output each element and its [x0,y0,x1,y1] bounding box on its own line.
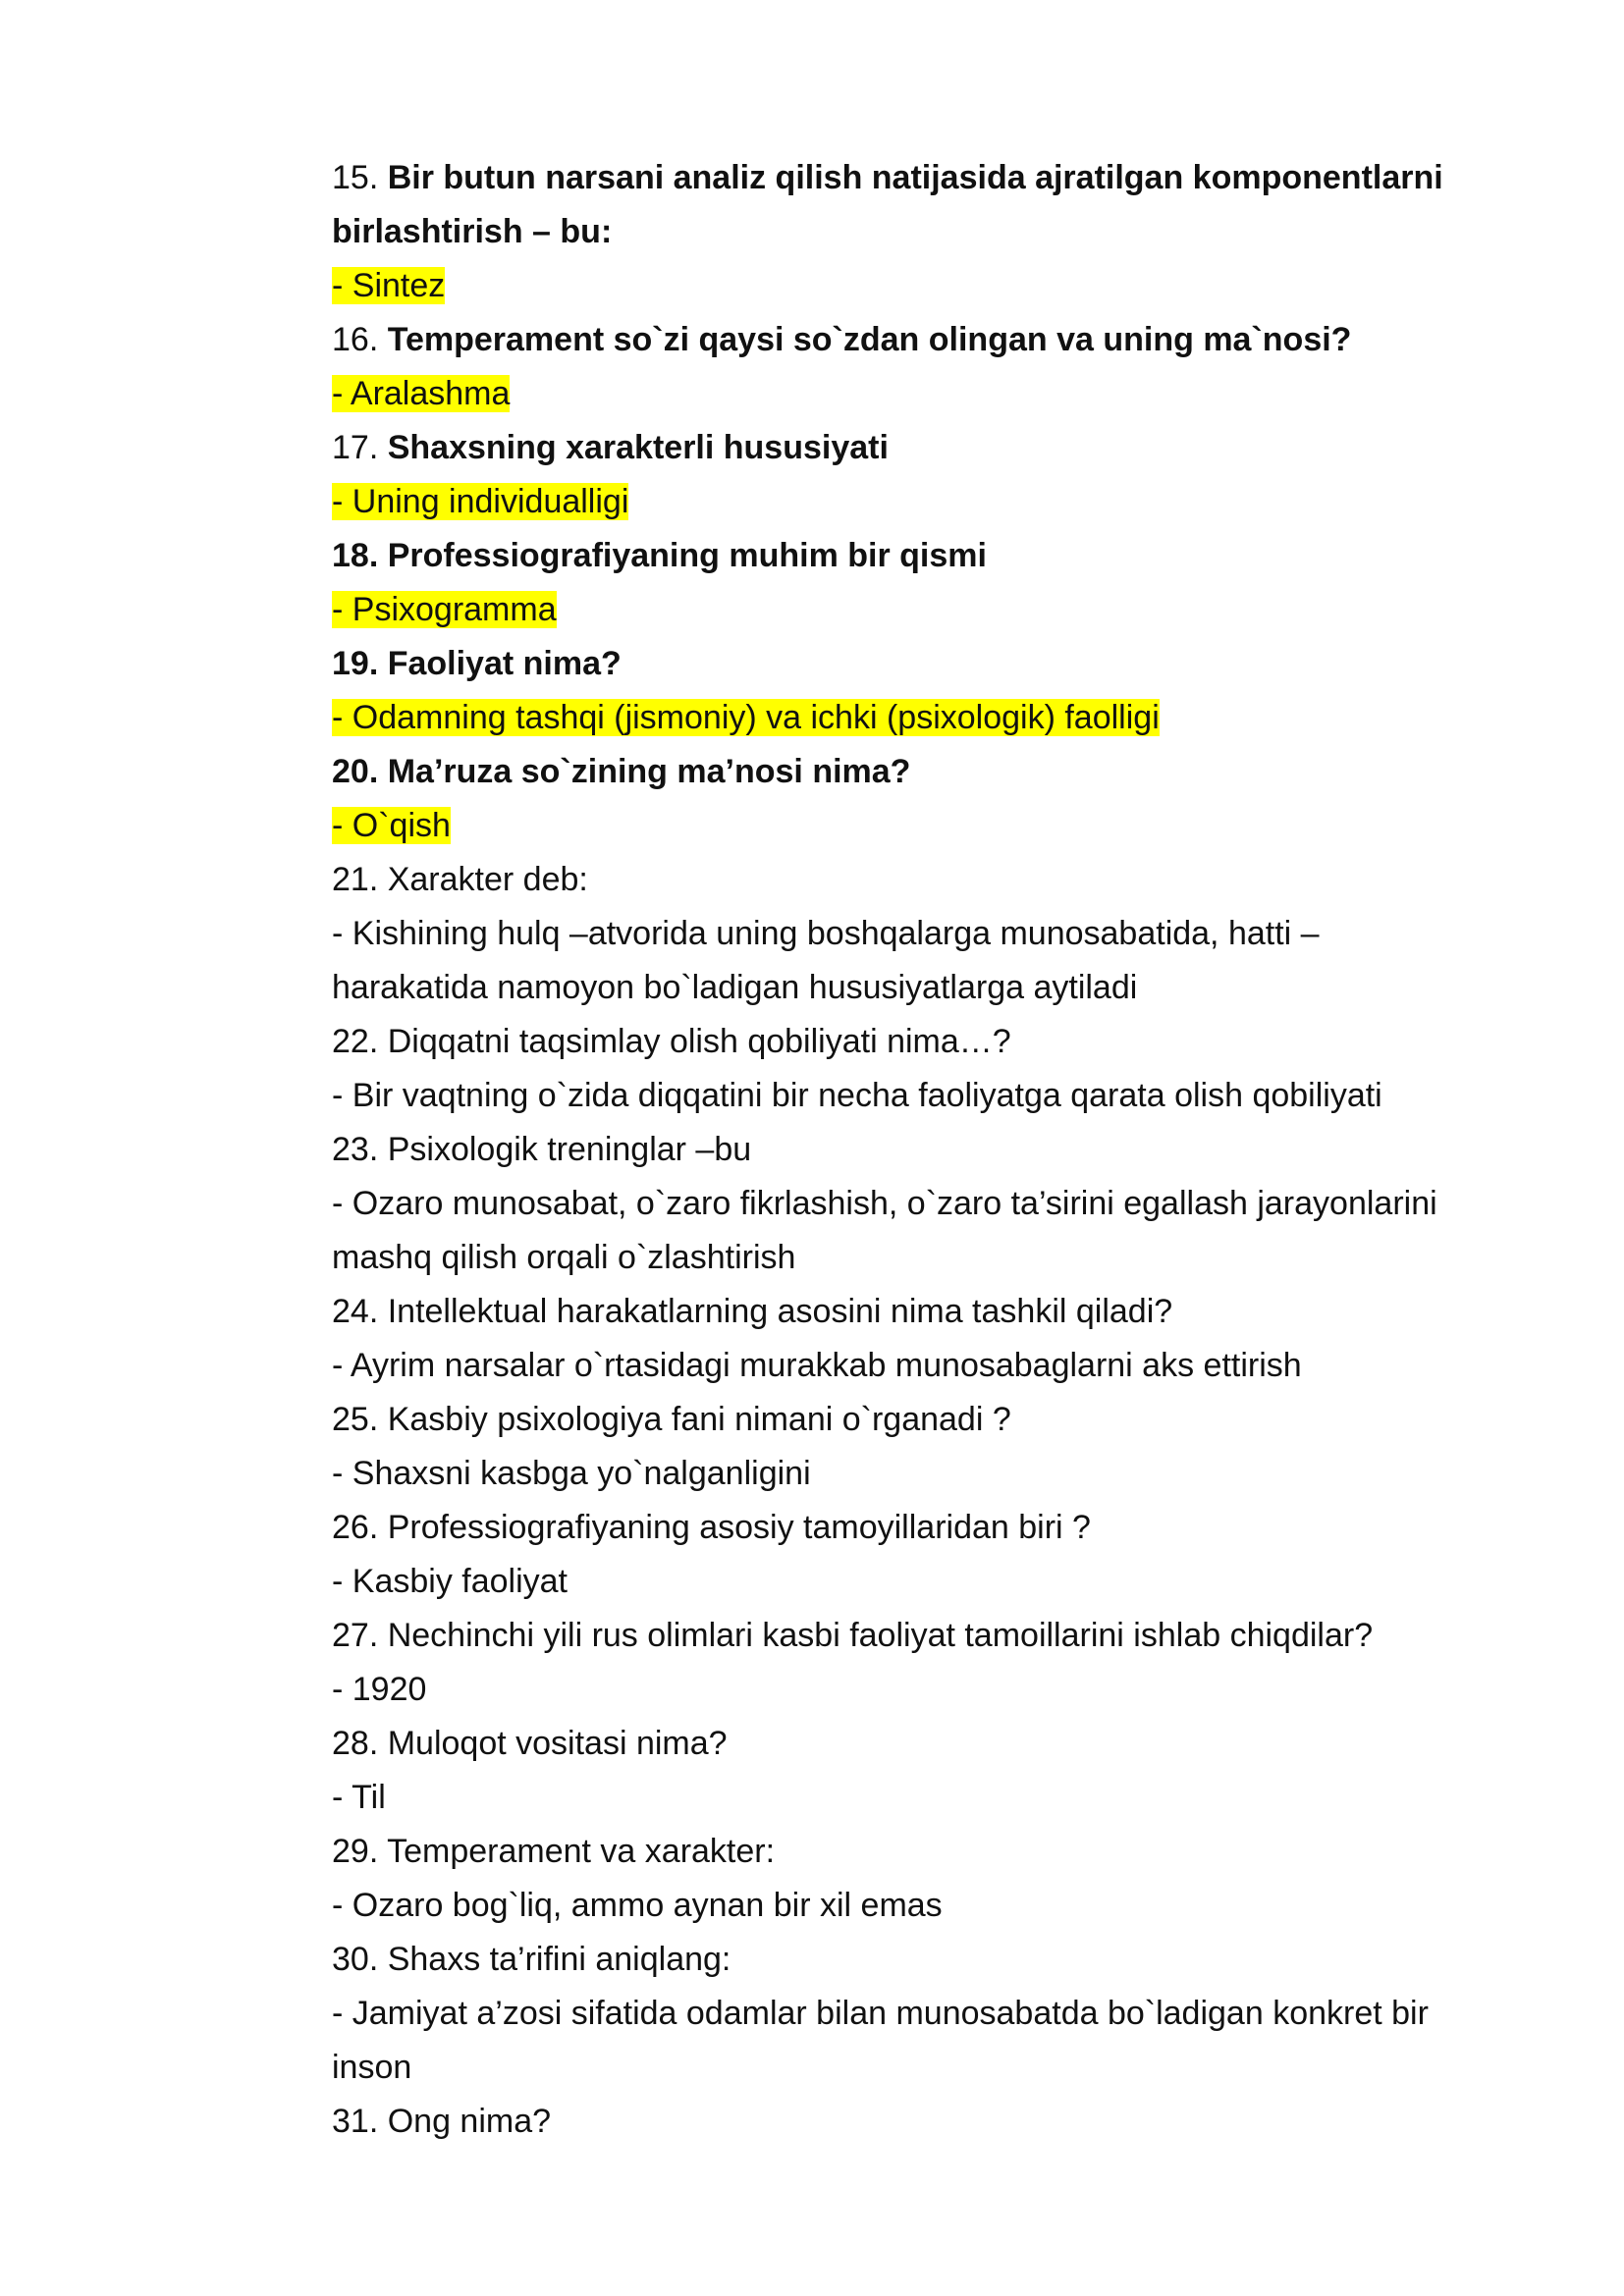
answer-line [332,1069,1510,1123]
question-line [332,313,1510,367]
question-number: 29. [332,1833,379,1870]
question-text: Temperament so`zi qaysi so`zdan olingan va uning ma`nosi? [387,321,1352,358]
question-number: 20. [332,753,379,790]
question-number: 21. [332,861,379,898]
question-number: 16. [332,321,379,358]
answer-line [332,1987,1510,2041]
question-line [332,421,1510,475]
answer-text: mashq qilish orqali o`zlashtirish [332,1239,796,1276]
question-line [332,151,1510,205]
question-number: 18. [332,537,379,574]
question-text: Muloqot vositasi nima? [387,1725,728,1762]
answer-line [332,907,1510,961]
question-number: 24. [332,1293,379,1330]
answer-text: birlashtirish – bu: [332,213,613,250]
question-text: Kasbiy psixologiya fani nimani o`rganadi ? [387,1401,1011,1438]
answer-text: - O`qish [332,807,451,844]
document-page [332,151,1510,2149]
question-number: 31. [332,2103,379,2140]
answer-text: - Ayrim narsalar o`rtasidagi murakkab munosabaglarni aks ettirish [332,1347,1302,1384]
question-line [332,1933,1510,1987]
answer-text: - Kasbiy faoliyat [332,1563,568,1600]
highlighted-answer-line [332,583,1510,637]
question-number: 27. [332,1617,379,1654]
question-text: Ma’ruza so`zining ma’nosi nima? [387,753,911,790]
answer-text: - Ozaro bog`liq, ammo aynan bir xil emas [332,1887,943,1924]
answer-text: - Uning individualligi [332,483,629,520]
answer-text: - Bir vaqtning o`zida diqqatini bir necha faoliyatga qarata olish qobiliyati [332,1077,1382,1114]
question-number: 25. [332,1401,379,1438]
question-line [332,1393,1510,1447]
question-line [332,853,1510,907]
question-text: Ong nima? [387,2103,552,2140]
answer-text: - Psixogramma [332,591,557,628]
answer-line [332,1555,1510,1609]
answer-line [332,1879,1510,1933]
question-line [332,1285,1510,1339]
answer-line [332,961,1510,1015]
answer-line [332,1177,1510,1231]
question-number: 17. [332,429,379,466]
answer-text: - Jamiyat a’zosi sifatida odamlar bilan munosabatda bo`ladigan konkret bir [332,1995,1429,2032]
question-text: Faoliyat nima? [387,645,622,682]
question-line [332,1501,1510,1555]
answer-text: - Odamning tashqi (jismoniy) va ichki (psixologik) faolligi [332,699,1160,736]
question-text: Xarakter deb: [387,861,588,898]
question-text: Psixologik treninglar –bu [387,1131,752,1168]
answer-line [332,2041,1510,2095]
answer-line [332,1663,1510,1717]
question-text: Diqqatni taqsimlay olish qobiliyati nima…? [387,1023,1011,1060]
question-number: 30. [332,1941,379,1978]
highlighted-answer-line [332,475,1510,529]
question-line [332,1717,1510,1771]
question-number: 28. [332,1725,379,1762]
answer-text: - Aralashma [332,375,511,412]
question-line [332,1609,1510,1663]
answer-text: inson [332,2049,412,2086]
question-line [332,1015,1510,1069]
answer-line [332,1231,1510,1285]
question-text: Professiografiyaning asosiy tamoyillaridan biri ? [387,1509,1091,1546]
highlighted-answer-line [332,799,1510,853]
question-line [332,529,1510,583]
answer-text: harakatida namoyon bo`ladigan hususiyatlarga aytiladi [332,969,1138,1006]
question-number: 23. [332,1131,379,1168]
question-text: Nechinchi yili rus olimlari kasbi faoliyat tamoillarini ishlab chiqdilar? [387,1617,1374,1654]
question-text: Shaxs ta’rifini aniqlang: [387,1941,731,1978]
answer-text: - Til [332,1779,386,1816]
question-line [332,745,1510,799]
answer-text: - Ozaro munosabat, o`zaro fikrlashish, o`zaro ta’sirini egallash jarayonlarini [332,1185,1437,1222]
answer-text: - 1920 [332,1671,427,1708]
highlighted-answer-line [332,367,1510,421]
highlighted-answer-line [332,691,1510,745]
question-line [332,1825,1510,1879]
question-text: Intellektual harakatlarning asosini nima tashkil qiladi? [387,1293,1173,1330]
question-line [332,2095,1510,2149]
question-line [332,637,1510,691]
question-text: Temperament va xarakter: [387,1833,776,1870]
question-number: 26. [332,1509,379,1546]
answer-text: - Shaxsni kasbga yo`nalganligini [332,1455,811,1492]
question-number: 15. [332,159,379,196]
answer-line [332,1771,1510,1825]
question-number: 19. [332,645,379,682]
answer-text: - Kishining hulq –atvorida uning boshqalarga munosabatida, hatti – [332,915,1320,952]
highlighted-answer-line [332,259,1510,313]
question-text: Professiografiyaning muhim bir qismi [387,537,987,574]
question-text: Shaxsning xarakterli hususiyati [387,429,889,466]
answer-line [332,1339,1510,1393]
answer-line [332,205,1510,259]
question-number: 22. [332,1023,379,1060]
answer-text: - Sintez [332,267,446,304]
question-line [332,1123,1510,1177]
answer-line [332,1447,1510,1501]
question-text: Bir butun narsani analiz qilish natijasida ajratilgan komponentlarni [387,159,1443,196]
